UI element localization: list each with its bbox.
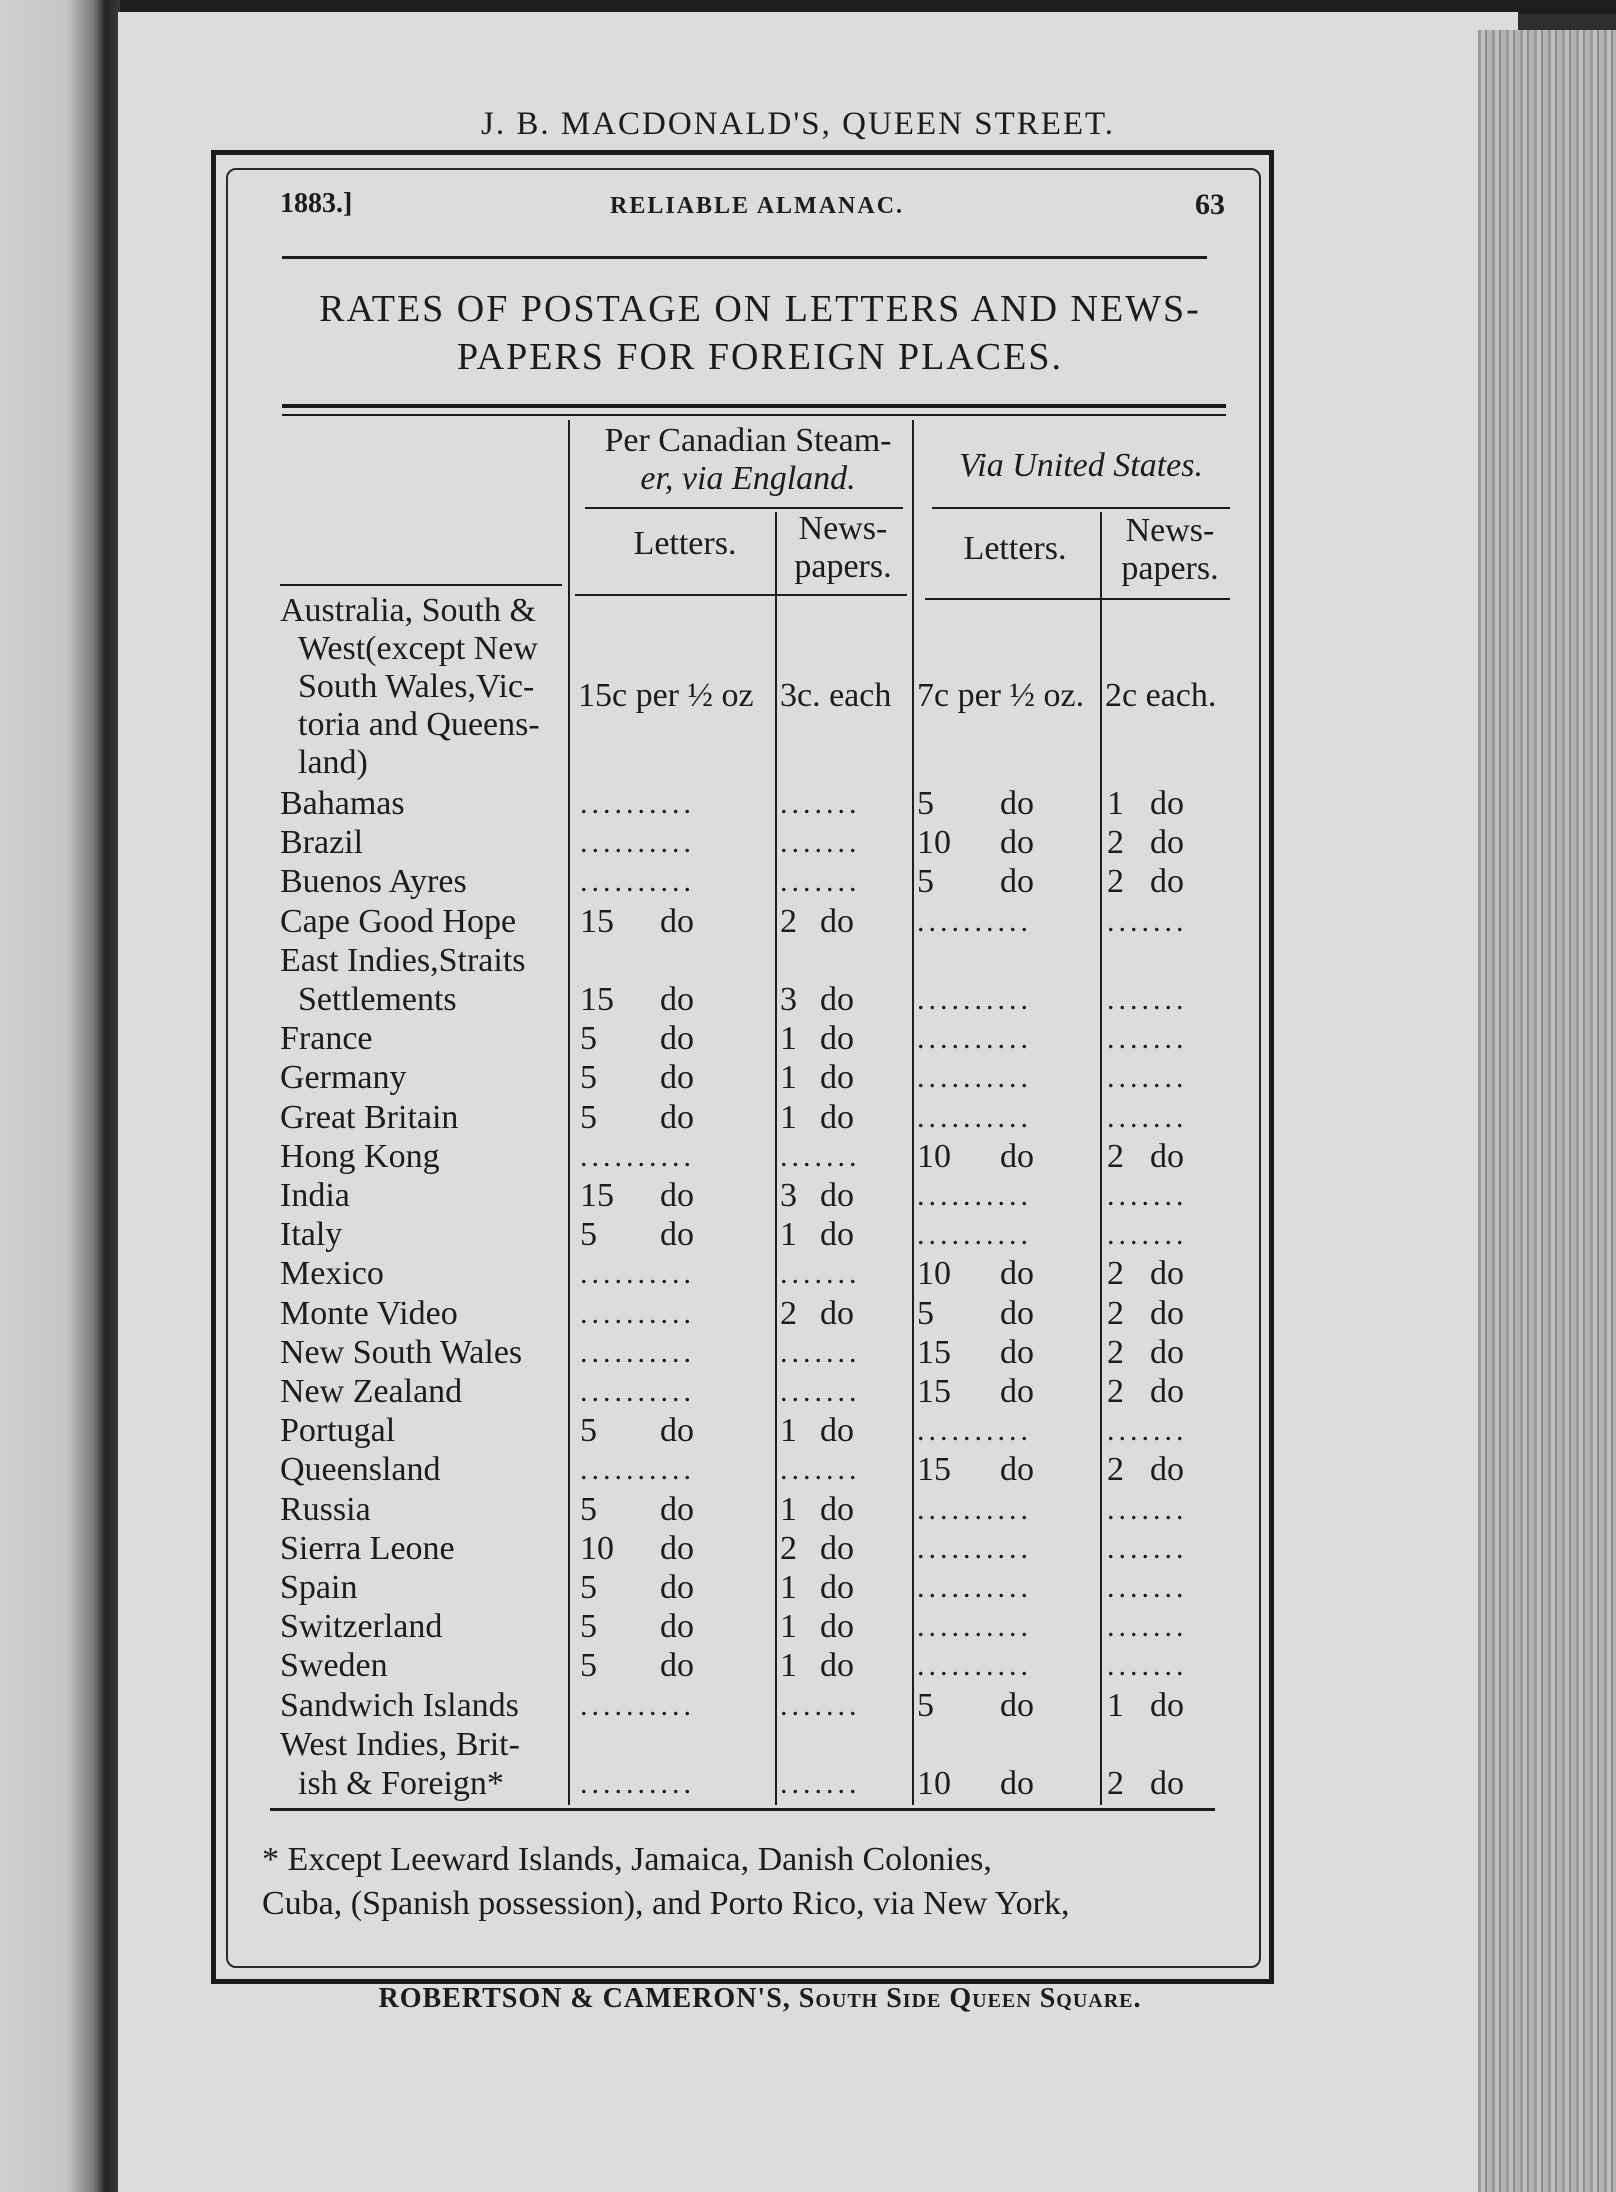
cape-good-hope-cn-value: 2: [780, 903, 797, 940]
sandwich-islands-cl-dots: ..........: [580, 1689, 695, 1722]
country-brazil: Brazil: [280, 824, 364, 861]
via-united-states-header: Via United States.: [959, 447, 1203, 484]
country-monte-video: Monte Video: [280, 1295, 458, 1332]
mexico-ul-value: 10: [917, 1255, 951, 1292]
country-west-indies-brit: West Indies, Brit-: [280, 1726, 520, 1763]
spain-un-dots: .......: [1107, 1571, 1188, 1604]
buenos-ayres-ul-value: 5: [917, 863, 934, 900]
sierra-leone-cl-ditto: do: [660, 1530, 694, 1567]
germany-cl-ditto: do: [660, 1059, 694, 1096]
france-cn-value: 1: [780, 1020, 797, 1057]
settlements-cl-value: 15: [580, 981, 614, 1018]
queensland-un-ditto: do: [1150, 1451, 1184, 1488]
header-bottom-rule-left: [280, 584, 562, 586]
bahamas-cl-dots: ..........: [580, 787, 695, 820]
brazil-cl-dots: ..........: [580, 826, 695, 859]
russia-cn-ditto: do: [820, 1491, 854, 1528]
france-ul-dots: ..........: [917, 1022, 1032, 1055]
cape-good-hope-ul-dots: ..........: [917, 905, 1032, 938]
queensland-ul-value: 15: [917, 1451, 951, 1488]
page-number: 63: [1195, 188, 1225, 221]
new-south-wales-un-ditto: do: [1150, 1334, 1184, 1371]
switzerland-cn-value: 1: [780, 1608, 797, 1645]
country-sandwich-islands: Sandwich Islands: [280, 1687, 519, 1724]
country-bahamas: Bahamas: [280, 785, 405, 822]
germany-cn-ditto: do: [820, 1059, 854, 1096]
footnote-line-1: * Except Leeward Islands, Jamaica, Danish Colonies,: [262, 1841, 992, 1878]
russia-cn-value: 1: [780, 1491, 797, 1528]
country-germany: Germany: [280, 1059, 407, 1096]
column-rule-2: [775, 512, 777, 1805]
buenos-ayres-cn-dots: .......: [780, 865, 861, 898]
spain-cl-value: 5: [580, 1569, 597, 1606]
column-rule-4: [1100, 512, 1102, 1805]
running-head: J. B. MACDONALD'S, QUEEN STREET.: [480, 106, 1115, 142]
canadian-steamer-header: Per Canadian Steam- er, via England.: [604, 422, 892, 497]
sandwich-islands-un-ditto: do: [1150, 1687, 1184, 1724]
header-rule: [282, 256, 1207, 259]
australia-us-letters: 7c per ½ oz.: [917, 677, 1085, 714]
mexico-cl-dots: ..........: [580, 1257, 695, 1290]
ish-foreign-cl-dots: ..........: [580, 1767, 695, 1800]
ish-foreign-cn-dots: .......: [780, 1767, 861, 1800]
new-south-wales-ul-value: 15: [917, 1334, 951, 1371]
country-great-britain: Great Britain: [280, 1099, 459, 1136]
monte-video-cl-dots: ..........: [580, 1297, 695, 1330]
brazil-un-value: 2: [1107, 824, 1124, 861]
canadian-letters-header: Letters.: [633, 525, 737, 562]
new-south-wales-ul-ditto: do: [1000, 1334, 1034, 1371]
italy-cl-ditto: do: [660, 1216, 694, 1253]
country-spain: Spain: [280, 1569, 358, 1606]
country-mexico: Mexico: [280, 1255, 384, 1292]
switzerland-cl-value: 5: [580, 1608, 597, 1645]
switzerland-cn-ditto: do: [820, 1608, 854, 1645]
italy-cn-value: 1: [780, 1216, 797, 1253]
portugal-ul-dots: ..........: [917, 1414, 1032, 1447]
russia-ul-dots: ..........: [917, 1493, 1032, 1526]
country-russia: Russia: [280, 1491, 371, 1528]
table-bottom-rule: [270, 1808, 1215, 1811]
settlements-cn-ditto: do: [820, 981, 854, 1018]
bahamas-ul-value: 5: [917, 785, 934, 822]
sierra-leone-cn-ditto: do: [820, 1530, 854, 1567]
bahamas-un-value: 1: [1107, 785, 1124, 822]
india-ul-dots: ..........: [917, 1179, 1032, 1212]
queensland-cn-dots: .......: [780, 1453, 861, 1486]
india-cn-value: 3: [780, 1177, 797, 1214]
sweden-cn-ditto: do: [820, 1647, 854, 1684]
settlements-cl-ditto: do: [660, 981, 694, 1018]
country-portugal: Portugal: [280, 1412, 396, 1449]
mexico-un-ditto: do: [1150, 1255, 1184, 1292]
country-buenos-ayres: Buenos Ayres: [280, 863, 467, 900]
us-letters-header: Letters.: [963, 530, 1067, 567]
country-italy: Italy: [280, 1216, 343, 1253]
brazil-ul-ditto: do: [1000, 824, 1034, 861]
france-cn-ditto: do: [820, 1020, 854, 1057]
sandwich-islands-ul-value: 5: [917, 1687, 934, 1724]
country-sweden: Sweden: [280, 1647, 388, 1684]
header-almanac-title: RELIABLE ALMANAC.: [610, 193, 905, 219]
footnote-line-2: Cuba, (Spanish possession), and Porto Rico, via New York,: [262, 1885, 1070, 1922]
hong-kong-un-value: 2: [1107, 1138, 1124, 1175]
portugal-cn-ditto: do: [820, 1412, 854, 1449]
india-un-dots: .......: [1107, 1179, 1188, 1212]
india-cl-ditto: do: [660, 1177, 694, 1214]
country-new-south-wales: New South Wales: [280, 1334, 523, 1371]
new-zealand-un-ditto: do: [1150, 1373, 1184, 1410]
sweden-cl-ditto: do: [660, 1647, 694, 1684]
portugal-un-dots: .......: [1107, 1414, 1188, 1447]
new-south-wales-cn-dots: .......: [780, 1336, 861, 1369]
sweden-cn-value: 1: [780, 1647, 797, 1684]
header-bottom-rule-us: [925, 598, 1230, 600]
bahamas-ul-ditto: do: [1000, 785, 1034, 822]
india-cn-ditto: do: [820, 1177, 854, 1214]
cape-good-hope-cl-value: 15: [580, 903, 614, 940]
sandwich-islands-ul-ditto: do: [1000, 1687, 1034, 1724]
sierra-leone-ul-dots: ..........: [917, 1532, 1032, 1565]
cape-good-hope-cn-ditto: do: [820, 903, 854, 940]
russia-cl-ditto: do: [660, 1491, 694, 1528]
germany-cl-value: 5: [580, 1059, 597, 1096]
country-new-zealand: New Zealand: [280, 1373, 463, 1410]
country-cape-good-hope: Cape Good Hope: [280, 903, 517, 940]
switzerland-cl-ditto: do: [660, 1608, 694, 1645]
header-bottom-rule-canadian: [575, 594, 907, 596]
canadian-subhead-rule: [585, 507, 903, 509]
column-rule-3: [912, 420, 914, 1805]
sierra-leone-cl-value: 10: [580, 1530, 614, 1567]
australia-canadian-letters: 15c per ½ oz: [578, 677, 754, 714]
russia-cl-value: 5: [580, 1491, 597, 1528]
brazil-un-ditto: do: [1150, 824, 1184, 861]
column-rule-1: [568, 420, 570, 1805]
new-zealand-ul-ditto: do: [1000, 1373, 1034, 1410]
cape-good-hope-cl-ditto: do: [660, 903, 694, 940]
germany-cn-value: 1: [780, 1059, 797, 1096]
title-line-1: RATES OF POSTAGE ON LETTERS AND NEWS-: [319, 288, 1201, 330]
switzerland-ul-dots: ..........: [917, 1610, 1032, 1643]
monte-video-cn-ditto: do: [820, 1295, 854, 1332]
us-newspapers-header: News- papers.: [1121, 512, 1219, 587]
germany-un-dots: .......: [1107, 1061, 1188, 1094]
settlements-cn-value: 3: [780, 981, 797, 1018]
great-britain-cn-value: 1: [780, 1099, 797, 1136]
spain-cn-value: 1: [780, 1569, 797, 1606]
buenos-ayres-ul-ditto: do: [1000, 863, 1034, 900]
great-britain-cn-ditto: do: [820, 1099, 854, 1136]
country-switzerland: Switzerland: [280, 1608, 443, 1645]
settlements-un-dots: .......: [1107, 983, 1188, 1016]
queensland-cl-dots: ..........: [580, 1453, 695, 1486]
ish-foreign-ul-value: 10: [917, 1765, 951, 1802]
great-britain-cl-value: 5: [580, 1099, 597, 1136]
portugal-cl-ditto: do: [660, 1412, 694, 1449]
header-year: 1883.]: [280, 188, 353, 219]
sweden-cl-value: 5: [580, 1647, 597, 1684]
country-east-indies-straits: East Indies,Straits: [280, 942, 526, 979]
queensland-un-value: 2: [1107, 1451, 1124, 1488]
cape-good-hope-un-dots: .......: [1107, 905, 1188, 938]
australia-canadian-newspapers: 3c. each: [780, 677, 892, 714]
france-cl-ditto: do: [660, 1020, 694, 1057]
settlements-ul-dots: ..........: [917, 983, 1032, 1016]
monte-video-ul-ditto: do: [1000, 1295, 1034, 1332]
country-sierra-leone: Sierra Leone: [280, 1530, 455, 1567]
country-france: France: [280, 1020, 373, 1057]
title-line-2: PAPERS FOR FOREIGN PLACES.: [457, 336, 1063, 378]
france-un-dots: .......: [1107, 1022, 1188, 1055]
india-cl-value: 15: [580, 1177, 614, 1214]
new-zealand-un-value: 2: [1107, 1373, 1124, 1410]
monte-video-ul-value: 5: [917, 1295, 934, 1332]
canadian-newspapers-header: News- papers.: [794, 510, 892, 585]
australia-us-newspapers: 2c each.: [1105, 677, 1217, 714]
great-britain-cl-ditto: do: [660, 1099, 694, 1136]
us-subhead-rule: [932, 507, 1230, 509]
country-settlements: Settlements: [298, 981, 457, 1018]
country-hong-kong: Hong Kong: [280, 1138, 440, 1175]
title-rule-thin: [282, 414, 1226, 416]
buenos-ayres-cl-dots: ..........: [580, 865, 695, 898]
portugal-cn-value: 1: [780, 1412, 797, 1449]
bahamas-un-ditto: do: [1150, 785, 1184, 822]
country-queensland: Queensland: [280, 1451, 441, 1488]
brazil-cn-dots: .......: [780, 826, 861, 859]
russia-un-dots: .......: [1107, 1493, 1188, 1526]
hong-kong-un-ditto: do: [1150, 1138, 1184, 1175]
bahamas-cn-dots: .......: [780, 787, 861, 820]
hong-kong-ul-value: 10: [917, 1138, 951, 1175]
great-britain-ul-dots: ..........: [917, 1101, 1032, 1134]
book-page-edges: [1478, 30, 1616, 2192]
spain-ul-dots: ..........: [917, 1571, 1032, 1604]
sandwich-islands-un-value: 1: [1107, 1687, 1124, 1724]
running-foot: ROBERTSON & CAMERON'S, South Side Queen Square.: [378, 1983, 1142, 2014]
new-south-wales-un-value: 2: [1107, 1334, 1124, 1371]
sandwich-islands-cn-dots: .......: [780, 1689, 861, 1722]
mexico-un-value: 2: [1107, 1255, 1124, 1292]
country-india: India: [280, 1177, 350, 1214]
ish-foreign-ul-ditto: do: [1000, 1765, 1034, 1802]
page-title: [270, 285, 1250, 381]
spain-cn-ditto: do: [820, 1569, 854, 1606]
country-ish-foreign: ish & Foreign*: [298, 1765, 504, 1802]
new-zealand-cl-dots: ..........: [580, 1375, 695, 1408]
new-zealand-ul-value: 15: [917, 1373, 951, 1410]
sweden-un-dots: .......: [1107, 1649, 1188, 1682]
title-rule-thick: [282, 404, 1226, 408]
italy-ul-dots: ..........: [917, 1218, 1032, 1251]
italy-cl-value: 5: [580, 1216, 597, 1253]
sweden-ul-dots: ..........: [917, 1649, 1032, 1682]
hong-kong-cl-dots: ..........: [580, 1140, 695, 1173]
sierra-leone-cn-value: 2: [780, 1530, 797, 1567]
mexico-cn-dots: .......: [780, 1257, 861, 1290]
spain-cl-ditto: do: [660, 1569, 694, 1606]
new-south-wales-cl-dots: ..........: [580, 1336, 695, 1369]
germany-ul-dots: ..........: [917, 1061, 1032, 1094]
italy-cn-ditto: do: [820, 1216, 854, 1253]
mexico-ul-ditto: do: [1000, 1255, 1034, 1292]
france-cl-value: 5: [580, 1020, 597, 1057]
hong-kong-ul-ditto: do: [1000, 1138, 1034, 1175]
queensland-ul-ditto: do: [1000, 1451, 1034, 1488]
monte-video-un-ditto: do: [1150, 1295, 1184, 1332]
switzerland-un-dots: .......: [1107, 1610, 1188, 1643]
portugal-cl-value: 5: [580, 1412, 597, 1449]
great-britain-un-dots: .......: [1107, 1101, 1188, 1134]
footnote: [262, 1838, 1222, 1926]
hong-kong-cn-dots: .......: [780, 1140, 861, 1173]
buenos-ayres-un-value: 2: [1107, 863, 1124, 900]
italy-un-dots: .......: [1107, 1218, 1188, 1251]
sierra-leone-un-dots: .......: [1107, 1532, 1188, 1565]
brazil-ul-value: 10: [917, 824, 951, 861]
monte-video-un-value: 2: [1107, 1295, 1124, 1332]
monte-video-cn-value: 2: [780, 1295, 797, 1332]
ish-foreign-un-ditto: do: [1150, 1765, 1184, 1802]
buenos-ayres-un-ditto: do: [1150, 863, 1184, 900]
book-gutter: [0, 0, 120, 2192]
ish-foreign-un-value: 2: [1107, 1765, 1124, 1802]
new-zealand-cn-dots: .......: [780, 1375, 861, 1408]
country-australia: Australia, South & West(except New South Wales,Vic- toria and Queens- land): [280, 592, 540, 781]
